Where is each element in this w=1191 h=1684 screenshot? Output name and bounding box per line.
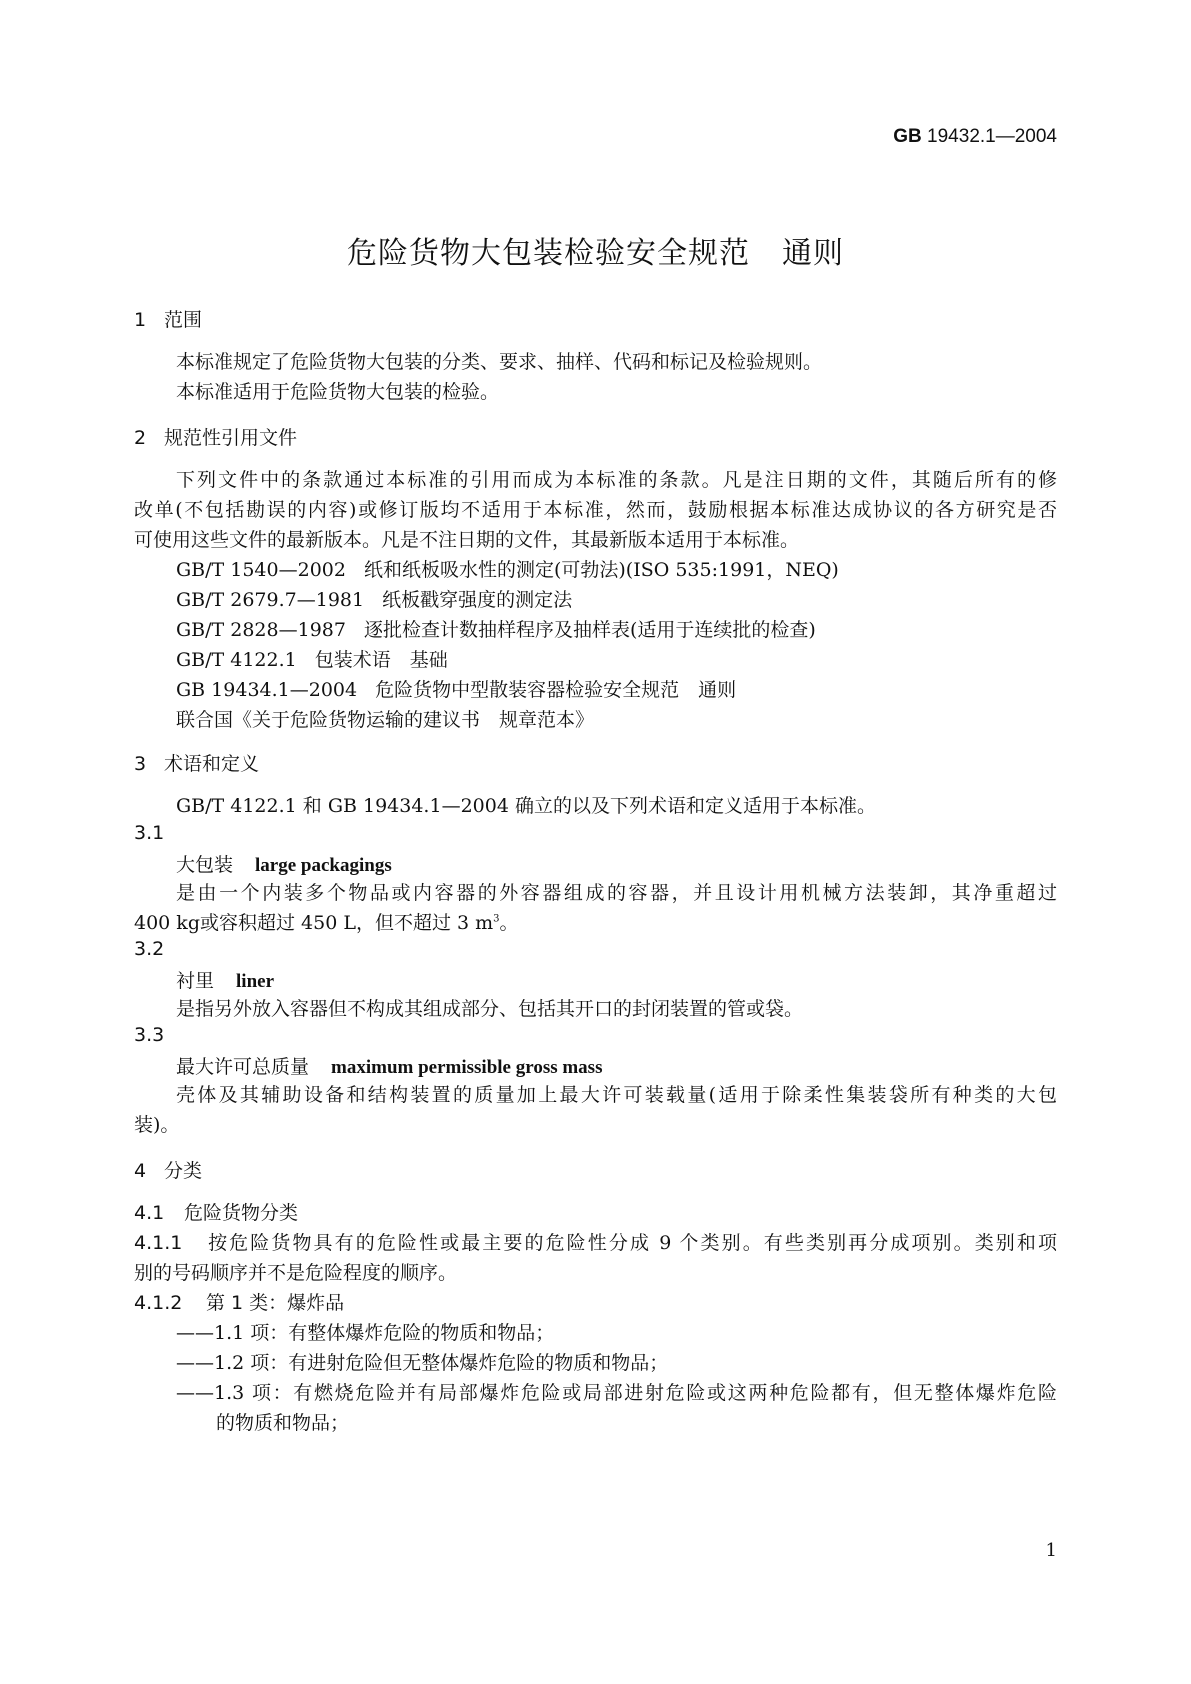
term-cn: 最大许可总质量 [176, 1056, 310, 1078]
term-definition: 壳体及其辅助设备和结构装置的质量加上最大许可装载量(适用于除柔性集装袋所有种类的大包 [176, 1084, 1057, 1106]
clause-number: 3.3 [134, 1024, 165, 1046]
term-en: liner [236, 971, 275, 992]
un-reference: 联合国《关于危险货物运输的建议书 规章范本》 [176, 709, 595, 731]
clause-number: 4.1.1 [134, 1232, 183, 1254]
section-1-heading: 1 范围 [134, 309, 203, 331]
term-heading [176, 1052, 602, 1079]
reference-title: 纸板戳穿强度的测定法 [382, 589, 573, 611]
term-definition: 装)。 [134, 1114, 180, 1136]
term-definition: 是指另外放入容器但不构成其组成部分、包括其开口的封闭装置的管或袋。 [176, 998, 804, 1020]
title-main: 危险货物大包装检验安全规范 [347, 236, 750, 271]
title-sub: 通则 [782, 236, 844, 271]
list-item: ——1.2 项：有进射危险但无整体爆炸危险的物质和物品； [176, 1352, 669, 1374]
list-item: ——1.3 项：有燃烧危险并有局部爆炸危险或局部进射危险或这两种危险都有，但无整体爆炸危险 [176, 1382, 1057, 1404]
reference-item [176, 675, 736, 702]
list-item-continuation: 的物质和物品； [216, 1412, 350, 1434]
section-2-intro-line: 下列文件中的条款通过本标准的引用而成为本标准的条款。凡是注日期的文件，其随后所有的修 [176, 469, 1057, 491]
clause-4-1-2-heading: 4.1.2 第 1 类：爆炸品 [134, 1292, 345, 1314]
clause-number: 3.1 [134, 822, 165, 844]
reference-item [176, 585, 572, 612]
term-en: maximum permissible gross mass [331, 1057, 603, 1078]
reference-code: GB 19434.1—2004 [176, 679, 358, 701]
standard-prefix: GB [893, 126, 922, 147]
reference-item [176, 645, 448, 672]
term-cn: 衬里 [176, 970, 215, 992]
standard-number [893, 126, 1057, 148]
clause-4-1-1-line: 4.1.1 按危险货物具有的危险性或最主要的危险性分成 9 个类别。有些类别再分成项别。类别和项 [134, 1232, 1057, 1254]
reference-title: 逐批检查计数抽样程序及抽样表(适用于连续批的检查) [363, 619, 816, 641]
clause-number: 3.2 [134, 938, 165, 960]
term-heading [176, 966, 274, 993]
reference-title: 包装术语 基础 [314, 649, 448, 671]
term-heading [176, 850, 392, 877]
term-en: large packagings [255, 855, 392, 876]
reference-code: GB/T 1540—2002 [176, 559, 346, 581]
term-definition: 是由一个内装多个物品或内容器的外容器组成的容器，并且设计用机械方法装卸，其净重超过 [176, 882, 1057, 904]
reference-item [176, 555, 839, 582]
section-2-heading: 2 规范性引用文件 [134, 427, 298, 449]
clause-4-1-1-line: 别的号码顺序并不是危险程度的顺序。 [134, 1262, 458, 1284]
section-2-intro-line: 可使用这些文件的最新版本。凡是不注日期的文件，其最新版本适用于本标准。 [134, 529, 800, 551]
page-number: 1 [1045, 1540, 1057, 1561]
document-title [0, 228, 1191, 272]
reference-code: GB/T 2679.7—1981 [176, 589, 365, 611]
list-item: ——1.1 项：有整体爆炸危险的物质和物品； [176, 1322, 555, 1344]
reference-code: GB/T 2828—1987 [176, 619, 346, 641]
section-2-intro-line: 改单(不包括勘误的内容)或修订版均不适用于本标准，然而，鼓励根据本标准达成协议的各方研究是否 [134, 499, 1057, 521]
section-1-paragraph: 本标准适用于危险货物大包装的检验。 [176, 381, 500, 403]
section-4-heading: 4 分类 [134, 1160, 203, 1182]
reference-title: 危险货物中型散装容器检验安全规范 通则 [375, 679, 737, 701]
standard-number-value: 19432.1—2004 [927, 126, 1057, 147]
reference-item [176, 615, 816, 642]
subsection-heading: 4.1 危险货物分类 [134, 1202, 299, 1224]
term-cn: 大包装 [176, 854, 234, 876]
reference-title: 纸和纸板吸水性的测定(可勃法)(ISO 535:1991，NEQ) [363, 559, 839, 581]
reference-code: GB/T 4122.1 [176, 649, 297, 671]
section-3-intro: GB/T 4122.1 和 GB 19434.1—2004 确立的以及下列术语和定义适用于本标准。 [176, 795, 876, 817]
term-definition: 400 kg或容积超过 450 L，但不超过 3 $m^3$。 [134, 912, 519, 934]
section-3-heading: 3 术语和定义 [134, 753, 260, 775]
section-1-paragraph: 本标准规定了危险货物大包装的分类、要求、抽样、代码和标记及检验规则。 [176, 351, 823, 373]
